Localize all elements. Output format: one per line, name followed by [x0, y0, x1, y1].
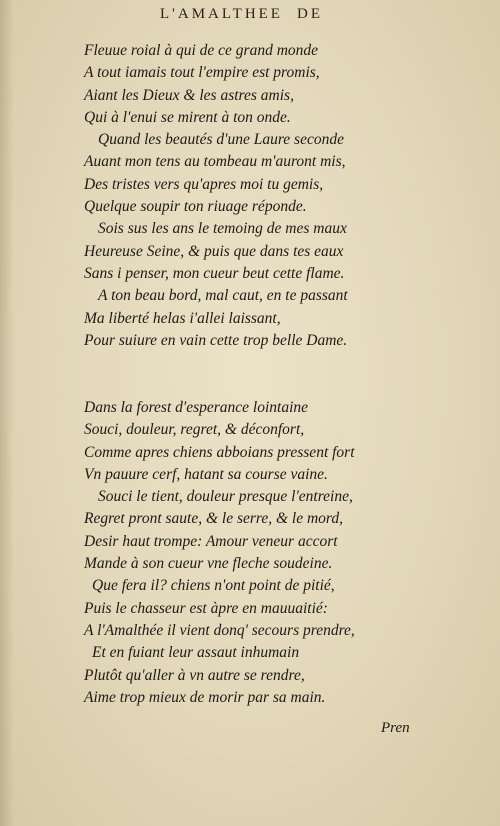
verse-line: Souci, douleur, regret, & déconfort,: [84, 421, 305, 439]
verse-line: Heureuse Seine, & puis que dans tes eaux: [84, 242, 344, 260]
verse-line: Qui à l'enui se mirent à ton onde.: [84, 108, 291, 126]
verse-line: Des tristes vers qu'apres moi tu gemis,: [84, 175, 324, 193]
sonnet-2: [0, 397, 500, 709]
verse-line: Regret pront saute, & le serre, & le mord,: [84, 510, 344, 528]
catchword: Pren: [381, 720, 410, 736]
verse-line: Ma liberté helas i'allei laissant,: [84, 309, 281, 327]
verse-line: Plutôt qu'aller à vn autre se rendre,: [84, 666, 305, 684]
verse-line: Puis le chasseur est àpre en mauuaitié:: [84, 599, 328, 617]
running-head-de: DE: [296, 6, 323, 22]
verse-line: Pour suiure en vain cette trop belle Dame.: [84, 331, 348, 349]
verse-line: A l'Amalthée il vient donq' secours prendre,: [84, 621, 355, 639]
verse-line: Quelque soupir ton riuage réponde.: [84, 198, 307, 216]
verse-line: Souci le tient, douleur presque l'entreine,: [98, 488, 353, 506]
running-head-title: L'AMALTHEE: [160, 6, 283, 22]
sonnet-1: [0, 40, 500, 352]
verse-line: Desir haut trompe: Amour veneur accort: [84, 532, 338, 550]
running-head: [160, 6, 323, 23]
verse-line: Aime trop mieux de morir par sa main.: [84, 688, 326, 706]
verse-line: Que fera il? chiens n'ont point de pitié,: [92, 577, 335, 595]
verse-line: Comme apres chiens abboians pressent fort: [84, 443, 355, 461]
verse-line: Sans i penser, mon cueur beut cette flame.: [84, 264, 345, 282]
verse-line: A tout iamais tout l'empire est promis,: [84, 64, 320, 82]
verse-line: Mande à son cueur vne fleche soudeine.: [84, 555, 333, 573]
verse-line: Et en fuiant leur assaut inhumain: [92, 644, 300, 662]
verse-line: Auant mon tens au tombeau m'auront mis,: [84, 153, 346, 171]
verse-line: Aiant les Dieux & les astres amis,: [84, 86, 294, 104]
verse-line: Quand les beautés d'une Laure seconde: [98, 131, 344, 149]
verse-line: A ton beau bord, mal caut, en te passant: [98, 287, 348, 305]
verse-line: Fleuue roial à qui de ce grand monde: [84, 42, 319, 59]
verse-line: Dans la forest d'esperance lointaine: [84, 399, 309, 416]
verse-line: Sois sus les ans le temoing de mes maux: [98, 220, 347, 238]
verse-line: Vn pauure cerf, hatant sa course vaine.: [84, 465, 328, 483]
